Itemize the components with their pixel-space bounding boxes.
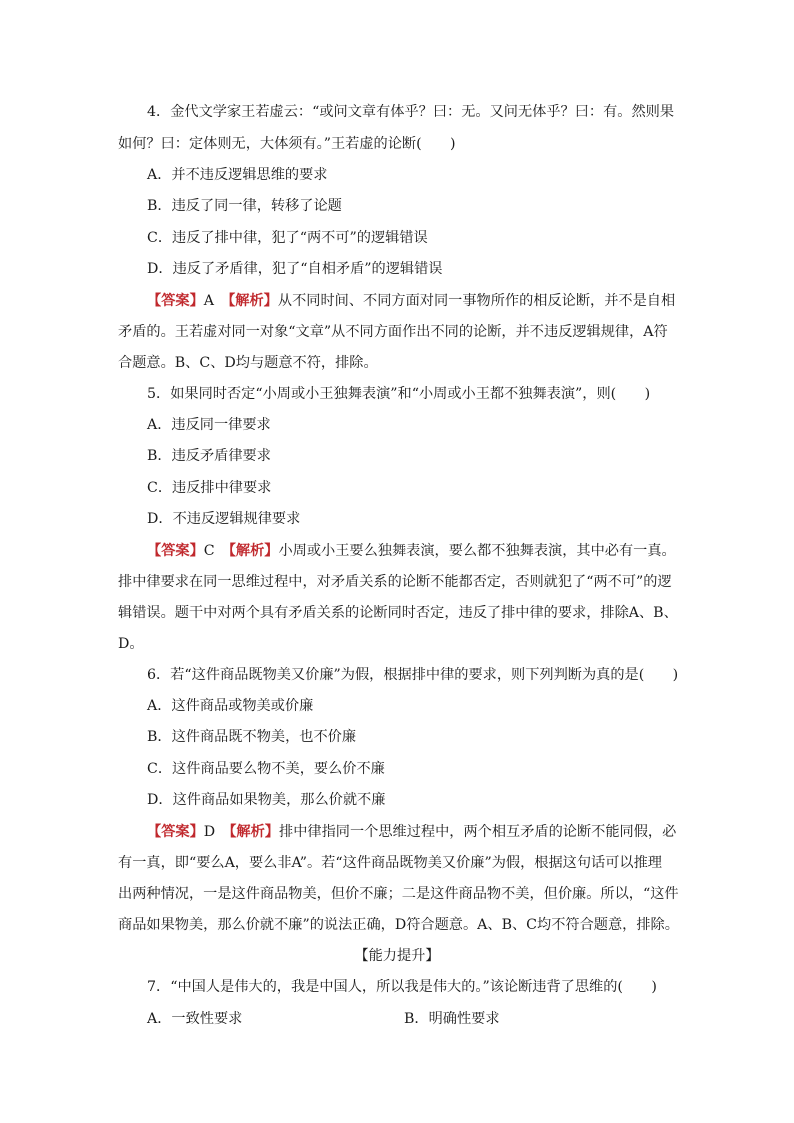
answer-value: C bbox=[203, 543, 215, 559]
question-6-option-b: B．这件商品既不物美，也不价廉 bbox=[147, 729, 357, 745]
answer-tag: 【答案】 bbox=[147, 543, 204, 559]
question-5-option-b: B．违反矛盾律要求 bbox=[147, 448, 271, 464]
question-5-answer-line bbox=[147, 541, 676, 561]
question-5-analysis-line-2: 排中律要求在同一思维过程中，对矛盾关系的论断不能都否定，否则就犯了“两不可”的逻 bbox=[118, 574, 672, 590]
question-4-answer-line bbox=[147, 291, 675, 311]
question-6-answer-line bbox=[147, 822, 676, 842]
answer-tag: 【答案】 bbox=[147, 293, 204, 309]
question-4-option-c: C．违反了排中律，犯了“两不可”的逻辑错误 bbox=[147, 230, 428, 246]
question-6-option-a: A．这件商品或物美或价廉 bbox=[147, 698, 314, 714]
question-4-option-d: D．违反了矛盾律，犯了“自相矛盾”的逻辑错误 bbox=[147, 261, 443, 277]
section-title: 【能力提升】 bbox=[354, 948, 440, 964]
question-4-analysis-line-3: 合题意。B、C、D均与题意不符，排除。 bbox=[118, 355, 378, 371]
answer-value: D bbox=[203, 824, 216, 840]
answer-tag: 【答案】 bbox=[147, 824, 204, 840]
question-5-option-a: A．违反同一律要求 bbox=[147, 417, 271, 433]
question-6-analysis-line-3: 出两种情况，一是这件商品物美，但价不廉；二是这件商品物不美，但价廉。所以，“这件 bbox=[118, 886, 679, 902]
question-4-line-1: 4．金代文学家王若虚云：“或问文章有体乎？曰：无。又问无体乎？曰：有。然则果 bbox=[147, 104, 675, 120]
question-4-analysis-line-2: 矛盾的。王若虚对同一对象“文章”从不同方面作出不同的论断，并不违反逻辑规律，A符 bbox=[118, 324, 668, 340]
question-5-line-1: 5．如果同时否定“小周或小王独舞表演”和“小周或小王都不独舞表演”，则( ) bbox=[147, 386, 651, 402]
question-4-option-b: B．违反了同一律，转移了论题 bbox=[147, 198, 342, 214]
question-7-option-b: B．明确性要求 bbox=[404, 1011, 500, 1027]
question-5-option-d: D．不违反逻辑规律要求 bbox=[147, 511, 301, 527]
analysis-text: 从不同时间、不同方面对同一事物所作的相反论断，并不是自相 bbox=[277, 293, 676, 309]
analysis-text: 小周或小王要么独舞表演，要么都不独舞表演，其中必有一真。 bbox=[278, 543, 676, 559]
question-5-analysis-line-4: D。 bbox=[118, 636, 144, 652]
question-6-line-1: 6．若“这件商品既物美又价廉”为假，根据排中律的要求，则下列判断为真的是( ) bbox=[147, 667, 679, 683]
analysis-tag: 【解析】 bbox=[229, 824, 279, 840]
analysis-text: 排中律指同一个思维过程中，两个相互矛盾的论断不能同假，必 bbox=[279, 824, 677, 840]
question-6-analysis-line-2: 有一真，即“要么A，要么非A”。若“这件商品既物美又价廉”为假，根据这句话可以推理 bbox=[118, 855, 662, 871]
question-4-line-2: 如何？曰：定体则无，大体须有。”王若虚的论断( ) bbox=[118, 136, 456, 152]
analysis-tag: 【解析】 bbox=[228, 293, 278, 309]
answer-value: A bbox=[203, 293, 215, 309]
question-5-option-c: C．违反排中律要求 bbox=[147, 480, 272, 496]
question-6-option-c: C．这件商品要么物不美，要么价不廉 bbox=[147, 761, 385, 777]
question-6-analysis-line-4: 商品如果物美，那么价就不廉”的说法正确，D符合题意。A、B、C均不符合题意，排除。 bbox=[118, 917, 679, 933]
question-6-option-d: D．这件商品如果物美，那么价就不廉 bbox=[147, 792, 386, 808]
question-5-analysis-line-3: 辑错误。题干中对两个具有矛盾关系的论断同时否定，违反了排中律的要求，排除A、B、 bbox=[118, 605, 678, 621]
question-7-line-1: 7．“中国人是伟大的，我是中国人，所以我是伟大的。”该论断违背了思维的( ) bbox=[147, 979, 657, 995]
question-4-option-a: A．并不违反逻辑思维的要求 bbox=[147, 167, 328, 183]
question-7-option-a: A．一致性要求 bbox=[147, 1011, 243, 1027]
analysis-tag: 【解析】 bbox=[228, 543, 279, 559]
